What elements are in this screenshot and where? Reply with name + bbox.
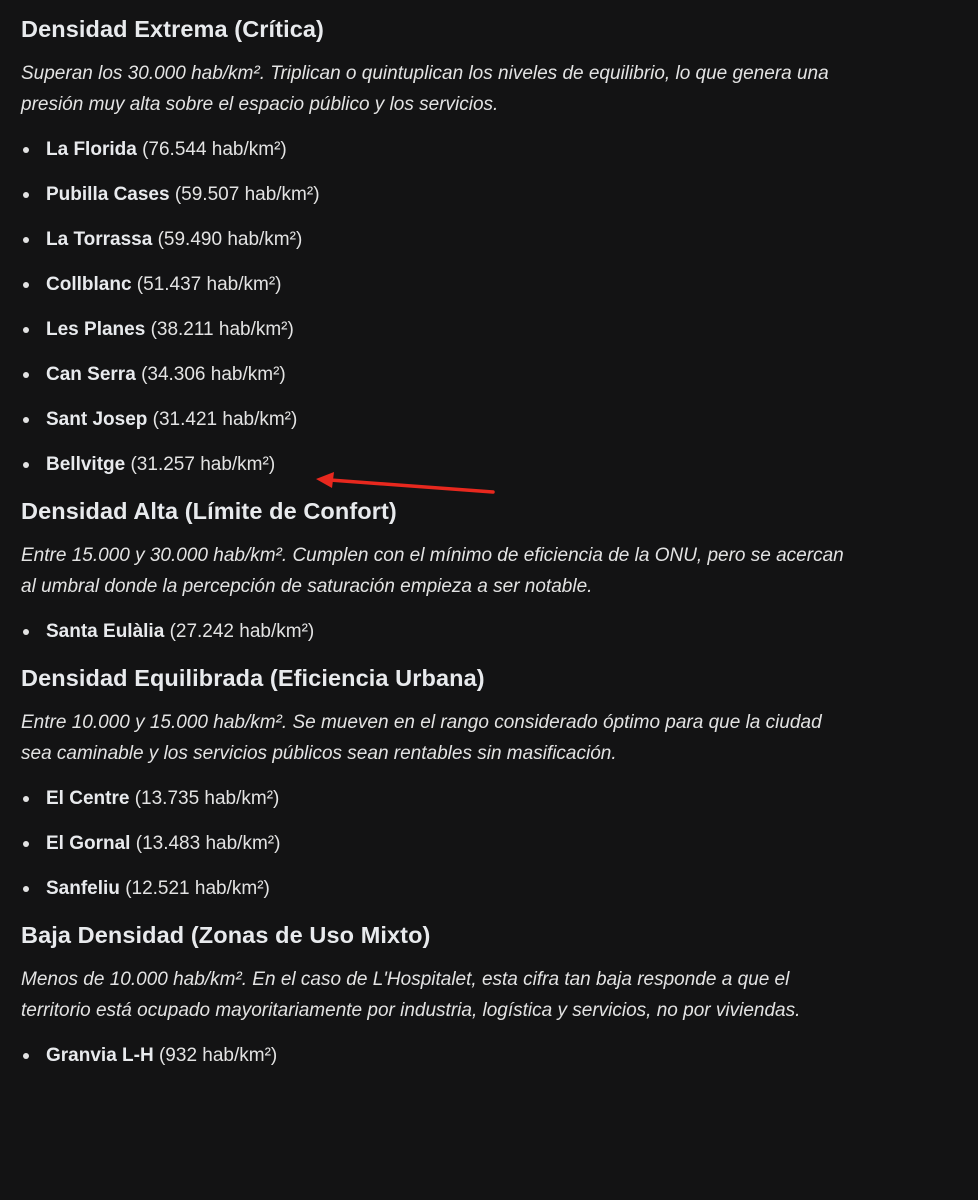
density-value: (34.306 hab/km²)	[141, 364, 286, 385]
list-item	[21, 224, 921, 255]
neighborhood-name: Pubilla Cases	[46, 184, 170, 205]
density-value: (38.211 hab/km²)	[150, 319, 294, 340]
neighborhood-name: Granvia L-H	[46, 1045, 154, 1066]
neighborhood-name: El Gornal	[46, 833, 131, 854]
density-value: (31.421 hab/km²)	[152, 409, 298, 430]
list-item	[21, 179, 921, 210]
section-heading: Baja Densidad (Zonas de Uso Mixto)	[21, 922, 431, 948]
neighborhood-name: Can Serra	[46, 364, 136, 385]
section-balanced-density	[21, 661, 921, 904]
section-description: Entre 15.000 y 30.000 hab/km². Cumplen con el mínimo de eficiencia de la ONU, pero se acercan al umbral donde la percepción de saturación empieza a ser notable.	[21, 545, 844, 597]
density-value: (59.507 hab/km²)	[174, 184, 320, 205]
section-heading: Densidad Alta (Límite de Confort)	[21, 498, 397, 524]
neighborhood-name: Sanfeliu	[46, 878, 120, 899]
section-low-density	[21, 918, 921, 1071]
section-extreme-density	[21, 12, 921, 480]
neighborhood-name: Santa Eulàlia	[46, 621, 165, 642]
list-item	[21, 404, 921, 435]
density-value: (27.242 hab/km²)	[169, 621, 315, 642]
list-item	[21, 359, 921, 390]
section-heading: Densidad Equilibrada (Eficiencia Urbana)	[21, 665, 485, 691]
neighborhood-list	[21, 783, 921, 904]
density-value: (12.521 hab/km²)	[125, 878, 270, 899]
neighborhood-list	[21, 616, 921, 647]
list-item	[21, 134, 921, 165]
density-value: (13.483 hab/km²)	[135, 833, 281, 854]
document-body	[21, 12, 921, 1085]
section-description: Entre 10.000 y 15.000 hab/km². Se mueven en el rango considerado óptimo para que la ciudad sea caminable y los servicios públicos sean rentables sin masificación.	[21, 712, 822, 764]
neighborhood-name: Sant Josep	[46, 409, 148, 430]
neighborhood-name: El Centre	[46, 788, 130, 809]
list-item	[21, 783, 921, 814]
density-value: (51.437 hab/km²)	[136, 274, 282, 295]
density-value: (932 hab/km²)	[158, 1045, 278, 1066]
section-heading: Densidad Extrema (Crítica)	[21, 16, 324, 42]
density-value: (31.257 hab/km²)	[130, 454, 276, 475]
list-item	[21, 314, 921, 345]
list-item	[21, 269, 921, 300]
list-item	[21, 873, 921, 904]
density-value: (76.544 hab/km²)	[142, 139, 287, 160]
list-item	[21, 449, 921, 480]
neighborhood-name: Bellvitge	[46, 454, 126, 475]
list-item	[21, 828, 921, 859]
list-item	[21, 1040, 921, 1071]
neighborhood-name: La Torrassa	[46, 229, 153, 250]
neighborhood-name: Collblanc	[46, 274, 132, 295]
list-item	[21, 616, 921, 647]
density-value: (59.490 hab/km²)	[157, 229, 303, 250]
neighborhood-list	[21, 134, 921, 480]
density-value: (13.735 hab/km²)	[134, 788, 280, 809]
neighborhood-name: Les Planes	[46, 319, 146, 340]
section-description: Menos de 10.000 hab/km². En el caso de L'Hospitalet, esta cifra tan baja responde a que el territorio está ocupado mayoritariamente por industria, logística y servicios, no por viviendas.	[21, 969, 801, 1021]
section-description: Superan los 30.000 hab/km². Triplican o quintuplican los niveles de equilibrio, lo que genera una presión muy alta sobre el espacio público y los servicios.	[21, 63, 829, 115]
neighborhood-name: La Florida	[46, 139, 137, 160]
section-high-density	[21, 494, 921, 647]
neighborhood-list	[21, 1040, 921, 1071]
